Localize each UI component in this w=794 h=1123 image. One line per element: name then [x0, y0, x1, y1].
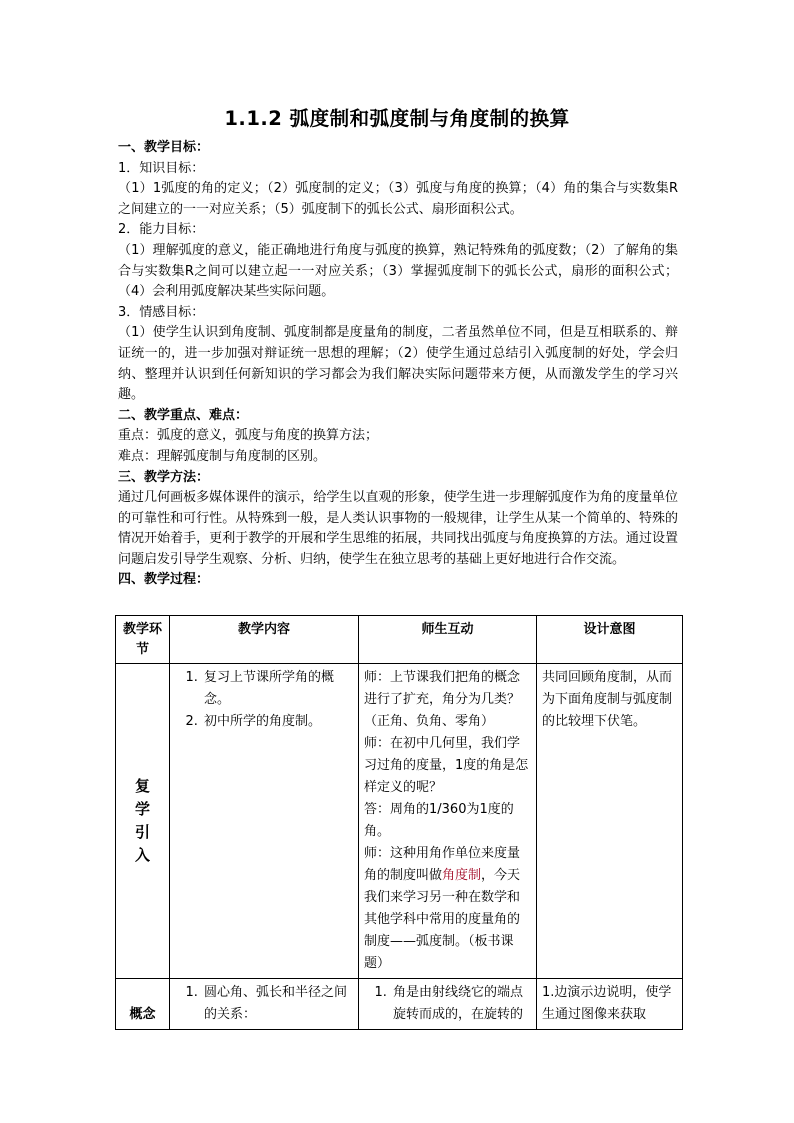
document-body: [118, 138, 678, 591]
ability-goal-text: （1）理解弧度的意义，能正确地进行角度与弧度的换算，熟记特殊角的弧度数；（2）了解角的集合与实数集R之间可以建立起一一对应关系；（3）掌握弧度制下的弧长公式，扇形的面积公式；（4）会利用弧度解决某些实际问题。: [118, 242, 678, 300]
table-row: [116, 979, 683, 1030]
dialogue-line: 师：在初中几何里，我们学习过角的度量，1度的角是怎样定义的呢？: [364, 736, 529, 795]
difficult-point-text: 难点：理解弧度制与角度制的区别。: [118, 448, 327, 464]
section-heading-key-points: 二、教学重点、难点：: [118, 407, 249, 423]
table-header-row: [116, 616, 683, 664]
content-cell: [170, 664, 359, 979]
ability-goal-label: 2．能力目标：: [118, 222, 205, 238]
content-list: [175, 667, 353, 733]
header-interaction: 师生互动: [359, 616, 537, 664]
list-item: 1. 复习上节课所学角的概念。: [202, 667, 353, 711]
interaction-cell: [359, 979, 537, 1030]
intent-cell: [537, 979, 683, 1030]
intent-text: 1.边演示边说明，使学生通过图像来获取: [542, 985, 672, 1022]
stage-label: 概念: [129, 1007, 156, 1022]
stage-label: 复学引入: [135, 777, 151, 864]
section-heading-process: 四、教学过程：: [118, 572, 210, 588]
intent-cell: [537, 664, 683, 979]
highlighted-term: 角度制: [442, 868, 482, 883]
content-list: [175, 982, 353, 1026]
list-item: 1. 圆心角、弧长和半径之间的关系：: [202, 982, 353, 1026]
teaching-process-table: [115, 615, 683, 1030]
intent-text: 共同回顾角度制，从而为下面角度制与弧度制的比较埋下伏笔。: [542, 670, 673, 729]
emotion-goal-text: （1）使学生认识到角度制、弧度制都是度量角的制度，二者虽然单位不同，但是互相联系的、辩证统一的，进一步加强对辩证统一思想的理解；（2）使学生通过总结引入弧度制的好处，学会归纳、整理并认识到任何新知识的学习都会为我们解决实际问题带来方便，从而激发学生的学习兴趣。: [118, 325, 678, 403]
dialogue-line: 师：上节课我们把角的概念进行了扩充，角分为几类？（正角、负角、零角）: [364, 670, 521, 729]
list-item: 1. 角是由射线绕它的端点旋转而成的，在旋转的: [391, 982, 531, 1026]
table-row: [116, 664, 683, 979]
methods-text: 通过几何画板多媒体课件的演示，给学生以直观的形象，使学生进一步理解弧度作为角的度量单位的可靠性和可行性。从特殊到一般，是人类认识事物的一般规律，让学生从某一个简单的、特殊的情况开始着手，更利于教学的开展和学生思维的拓展，共同找出弧度与角度换算的方法。通过设置问题启发引导学生观察、分析、归纳，使学生在独立思考的基础上更好地进行合作交流。: [118, 490, 678, 567]
header-stage: 教学环节: [116, 616, 170, 664]
dialogue-line: [364, 843, 531, 975]
stage-cell: [116, 979, 170, 1030]
key-point-text: 重点：弧度的意义，弧度与角度的换算方法；: [118, 428, 379, 444]
dialogue-text: 师：这种用角作单位来度量角的制度叫做: [364, 846, 521, 883]
dialogue-text: ，今天我们来学习另一种在数学和其他学科中常用的度量角的制度——弧度制。（板书课题）: [364, 868, 521, 971]
page-title: 1.1.2 弧度制和弧度制与角度制的换算: [224, 107, 570, 130]
section-heading-methods: 三、教学方法：: [118, 469, 210, 485]
stage-cell: [116, 664, 170, 979]
header-content: 教学内容: [170, 616, 359, 664]
section-heading-objectives: 一、教学目标：: [118, 140, 210, 155]
knowledge-goal-label: 1．知识目标：: [118, 160, 205, 176]
interaction-list: [364, 982, 531, 1026]
header-intent: 设计意图: [537, 616, 683, 664]
emotion-goal-label: 3．情感目标：: [118, 304, 205, 320]
list-item: 2. 初中所学的角度制。: [202, 711, 353, 733]
knowledge-goal-text: （1）1弧度的角的定义；（2）弧度制的定义；（3）弧度与角度的换算；（4）角的集合与实数集R之间建立的一一对应关系；（5）弧度制下的弧长公式、扇形面积公式。: [118, 181, 678, 217]
dialogue-line: 答：周角的1/360为1度的角。: [364, 802, 514, 839]
interaction-cell: [359, 664, 537, 979]
content-cell: [170, 979, 359, 1030]
